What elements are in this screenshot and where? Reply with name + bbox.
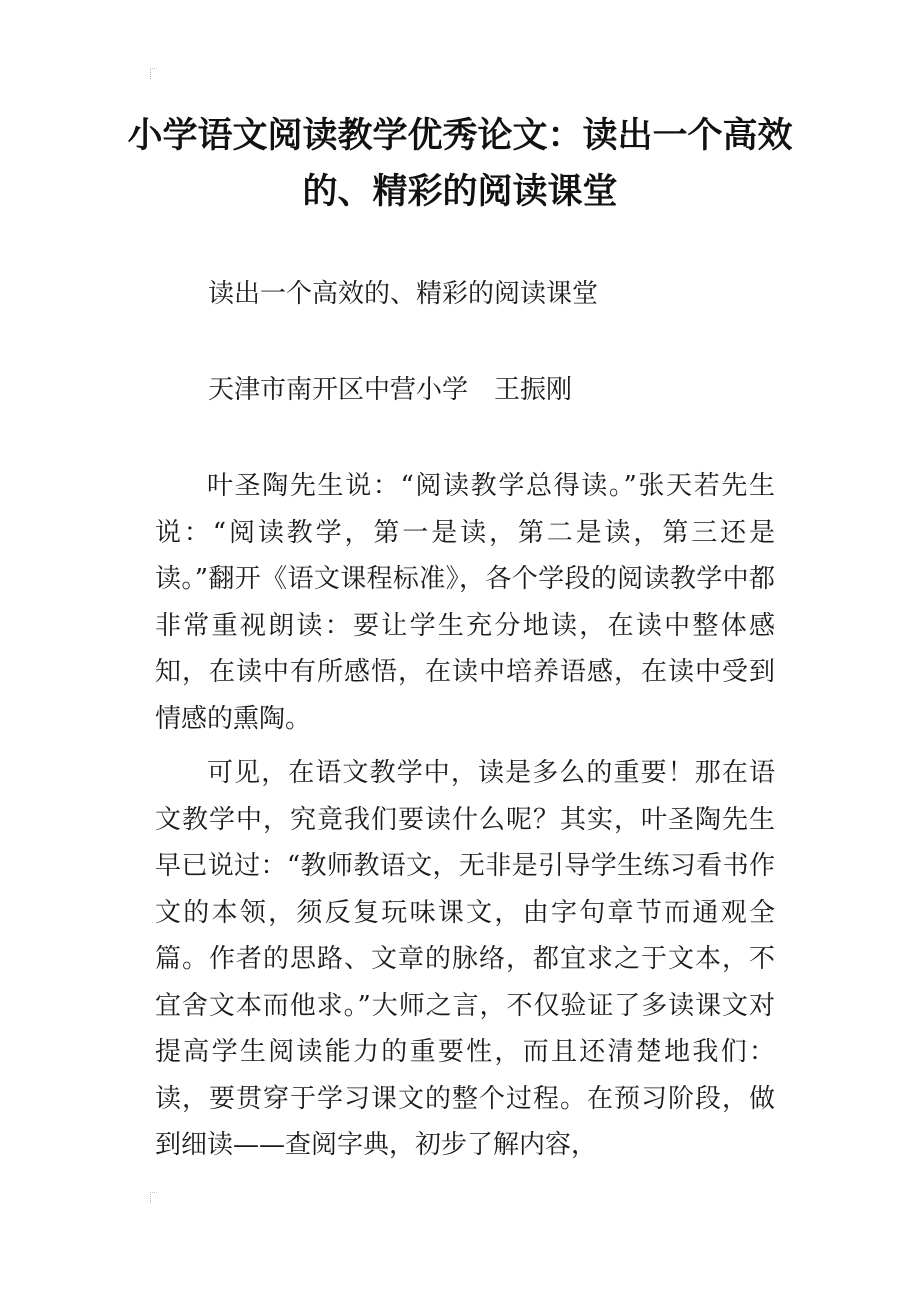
author-name: 王振刚 bbox=[494, 375, 573, 405]
document-subtitle: 读出一个高效的、精彩的阅读课堂 bbox=[208, 279, 599, 309]
author-school: 天津市南开区中营小学 bbox=[208, 375, 469, 405]
corner-mark-bottom bbox=[150, 1192, 157, 1203]
paragraph-1: 叶圣陶先生说：“阅读教学总得读。”张天若先生说：“阅读教学，第一是读，第二是读，第三还是读。”翻开《语文课程标准》，各个学段的阅读教学中都非常重视朗读：要让学生充分地读，在读中整体感知，在读中有所感悟，在读中培养语感，在读中受到情感的熏陶。 bbox=[155, 471, 775, 734]
corner-mark-top bbox=[150, 68, 157, 79]
author-line bbox=[208, 370, 572, 410]
paragraph-2: 可见，在语文教学中，读是多么的重要！那在语文教学中，究竟我们要读什么呢？其实，叶圣陶先生早已说过：“教师教语文，无非是引导学生练习看书作文的本领，须反复玩味课文，由字句章节而通观全篇。作者的思路、文章的脉络，都宜求之于文本，不宜舍文本而他求。”大师之言，不仅验证了多读课文对提高学生阅读能力的重要性，而且还清楚地我们：读，要贯穿于学习课文的整个过程。在预习阶段，做到细读——查阅字典，初步了解内容， bbox=[155, 758, 775, 1160]
document-title: 小学语文阅读教学优秀论文：读出一个高效的、精彩的阅读课堂 bbox=[127, 116, 793, 212]
